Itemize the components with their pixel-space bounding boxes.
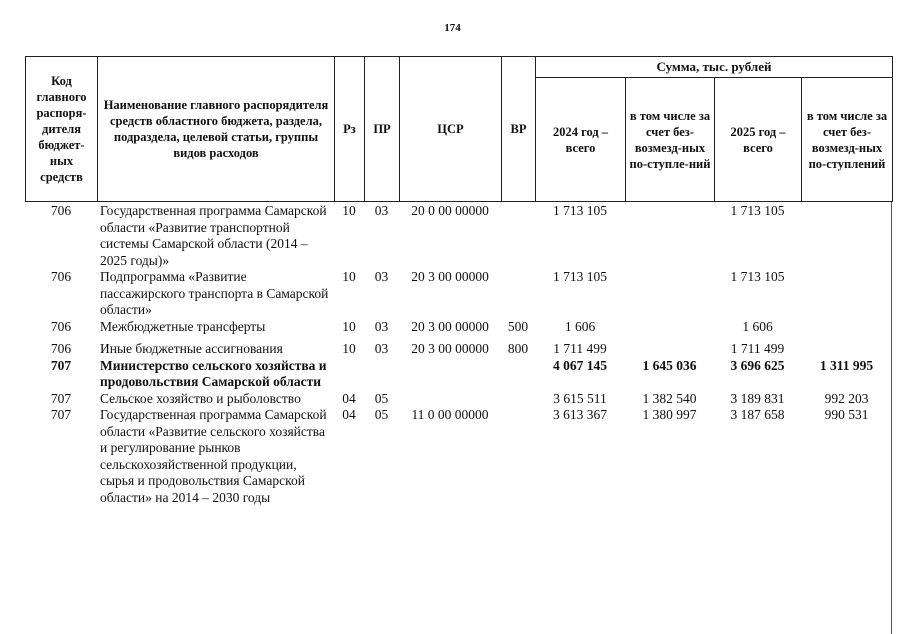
- cell-y2024-grants: 1 382 540: [642, 390, 697, 406]
- cell-y2024-total: 3 615 511: [553, 390, 607, 406]
- cell-y2025-grants: 990 531: [824, 407, 869, 422]
- header-pr: ПР: [365, 57, 400, 202]
- table-row: [25, 319, 892, 342]
- table-header: [25, 56, 893, 202]
- cell-csr: 20 3 00 00000: [411, 341, 489, 356]
- cell-code: 707: [50, 357, 72, 373]
- cell-pr: 03: [374, 203, 389, 218]
- cell-y2025-grants: 992 203: [824, 390, 869, 406]
- header-2025-grants: в том числе за счет без-возмезд-ных по-ступлений: [802, 78, 893, 202]
- cell-name: Сельское хозяйство и рыболовство: [100, 390, 301, 406]
- cell-rz: 10: [342, 269, 356, 284]
- cell-rz: 10: [342, 341, 356, 356]
- cell-pr: [364, 358, 399, 391]
- header-csr: ЦСР: [400, 57, 502, 202]
- cell-y2024-total: 1 711 499: [553, 341, 607, 356]
- table-row: [25, 269, 892, 319]
- cell-y2025-grants: [801, 341, 892, 358]
- cell-code: 706: [50, 203, 72, 218]
- header-2025-total: 2025 год – всего: [715, 78, 802, 202]
- cell-y2025-total: 3 696 625: [730, 357, 785, 373]
- cell-y2025-grants: 1 311 995: [819, 357, 874, 373]
- table-row: [25, 341, 892, 358]
- cell-csr: [399, 358, 501, 391]
- cell-rz: 04: [342, 407, 356, 422]
- header-sum: Сумма, тыс. рублей: [536, 57, 893, 78]
- cell-vr: 500: [507, 318, 529, 334]
- cell-code: 706: [50, 269, 72, 284]
- cell-y2024-total: 4 067 145: [553, 357, 607, 373]
- cell-rz: 10: [342, 203, 356, 218]
- cell-y2024-total: 1 606: [564, 318, 596, 334]
- cell-vr: [501, 358, 535, 391]
- cell-y2024-total: 1 713 105: [553, 203, 607, 218]
- right-border-line: [891, 202, 892, 634]
- table-row: [25, 407, 892, 506]
- cell-y2025-grants: [801, 319, 892, 342]
- cell-csr: 20 0 00 00000: [411, 203, 489, 218]
- cell-y2024-grants: [625, 269, 714, 319]
- cell-pr: 03: [374, 341, 389, 356]
- cell-y2025-total: 1 713 105: [730, 203, 785, 218]
- cell-code: 707: [50, 390, 72, 406]
- cell-code: 707: [50, 407, 72, 422]
- cell-pr: 05: [374, 407, 389, 422]
- table-row: [25, 391, 892, 408]
- cell-csr: 20 3 00 00000: [411, 269, 489, 284]
- table-row: [25, 358, 892, 391]
- cell-y2024-grants: [625, 341, 714, 358]
- cell-y2025-total: 1 713 105: [730, 269, 785, 284]
- cell-pr: 03: [374, 269, 389, 284]
- cell-code: 706: [50, 341, 72, 356]
- cell-name: Государственная программа Самарской области «Развитие транспортной системы Самарской области (2014 – 2025 годы)»: [100, 203, 327, 268]
- cell-y2024-total: 3 613 367: [553, 407, 607, 422]
- header-2024-total: 2024 год – всего: [536, 78, 626, 202]
- table-row: [25, 203, 892, 269]
- cell-y2024-grants: 1 380 997: [642, 407, 697, 422]
- cell-name: Подпрограмма «Развитие пассажирского транспорта в Самарской области»: [100, 269, 329, 317]
- page-number: 174: [444, 22, 461, 34]
- cell-name: Межбюджетные трансферты: [100, 318, 266, 334]
- cell-csr: [399, 391, 501, 408]
- cell-name: Государственная программа Самарской области «Развитие сельского хозяйства и регулирование рынков сельскохозяйственной продукции, сырья и продовольствия Самарской области» на 2014 – 2030 годы: [100, 407, 327, 505]
- cell-y2025-total: 3 187 658: [730, 407, 785, 422]
- cell-y2025-grants: [801, 203, 892, 269]
- cell-name: Министерство сельского хозяйства и продовольствия Самарской области: [100, 357, 327, 389]
- cell-y2025-total: 3 189 831: [730, 390, 785, 406]
- cell-rz: 10: [342, 318, 356, 334]
- cell-y2024-grants: [625, 319, 714, 342]
- cell-csr: 11 0 00 00000: [411, 407, 489, 422]
- cell-vr: [501, 203, 535, 269]
- cell-rz: 04: [342, 390, 356, 406]
- cell-vr: 800: [507, 341, 529, 356]
- cell-y2024-grants: 1 645 036: [642, 357, 697, 373]
- header-name: Наименование главного распорядителя средств областного бюджета, раздела, подраздела, целевой статьи, группы видов расходов: [98, 57, 335, 202]
- cell-pr: 05: [374, 390, 389, 406]
- cell-y2024-grants: [625, 203, 714, 269]
- cell-vr: [501, 407, 535, 506]
- cell-vr: [501, 391, 535, 408]
- header-2024-grants: в том числе за счет без-возмезд-ных по-ступле-ний: [626, 78, 715, 202]
- cell-name: Иные бюджетные ассигнования: [100, 341, 283, 356]
- cell-rz: [334, 358, 364, 391]
- header-rz: Рз: [335, 57, 365, 202]
- cell-y2024-total: 1 713 105: [553, 269, 607, 284]
- cell-y2025-total: 1 711 499: [730, 341, 785, 356]
- cell-code: 706: [50, 318, 72, 334]
- header-code: Код главного распоря-дителя бюджет-ных средств: [26, 57, 98, 202]
- cell-pr: 03: [374, 318, 389, 334]
- cell-y2025-total: 1 606: [742, 318, 773, 334]
- cell-y2025-grants: [801, 269, 892, 319]
- cell-csr: 20 3 00 00000: [411, 318, 489, 334]
- header-vr: ВР: [502, 57, 536, 202]
- table-body: [25, 203, 892, 506]
- cell-vr: [501, 269, 535, 319]
